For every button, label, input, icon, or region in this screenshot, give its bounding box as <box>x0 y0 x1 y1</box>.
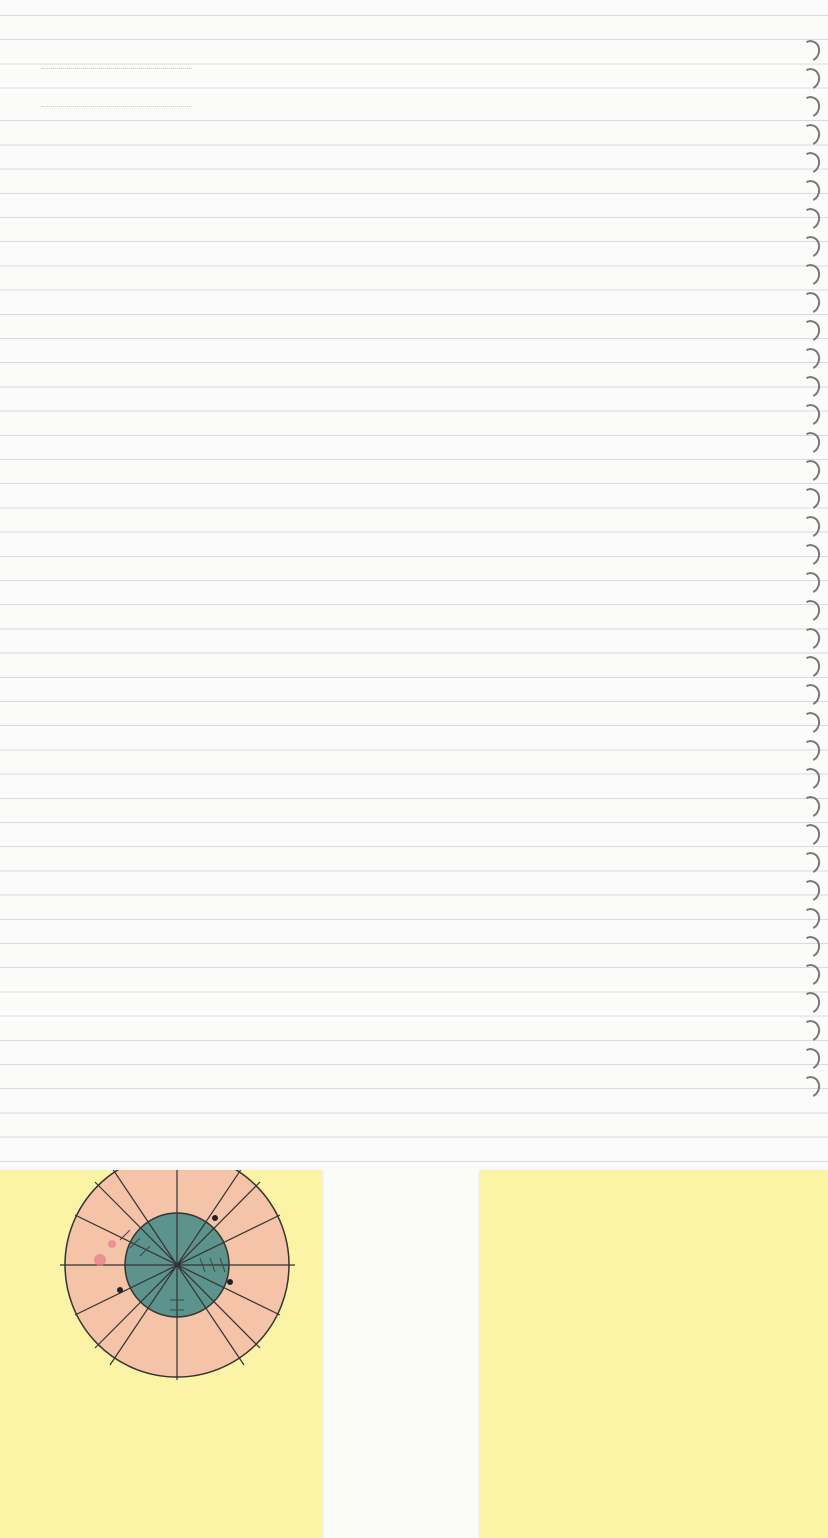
ring-icon <box>797 1045 823 1073</box>
ring-icon <box>797 261 823 289</box>
ring-icon <box>797 177 823 205</box>
ring-icon <box>797 1017 823 1045</box>
metropole-diagram <box>0 1170 322 1538</box>
ring-icon <box>797 457 823 485</box>
ring-icon <box>797 961 823 989</box>
ring-icon <box>797 93 823 121</box>
definitions-sticky-note <box>480 1170 828 1538</box>
ring-icon <box>797 933 823 961</box>
ring-icon <box>797 289 823 317</box>
ring-icon <box>797 821 823 849</box>
ring-icon <box>797 149 823 177</box>
ring-icon <box>797 625 823 653</box>
ring-icon <box>797 37 823 65</box>
ring-icon <box>797 401 823 429</box>
ring-icon <box>797 653 823 681</box>
ring-icon <box>797 1073 823 1101</box>
ring-icon <box>797 233 823 261</box>
ring-icon <box>797 793 823 821</box>
ring-icon <box>797 597 823 625</box>
ring-icon <box>797 513 823 541</box>
ring-icon <box>797 709 823 737</box>
ring-icon <box>797 681 823 709</box>
ring-icon <box>797 429 823 457</box>
ring-icon <box>797 541 823 569</box>
ring-icon <box>797 205 823 233</box>
ring-icon <box>797 485 823 513</box>
ring-icon <box>797 345 823 373</box>
binder-rings <box>800 40 822 1104</box>
ring-icon <box>797 905 823 933</box>
ring-icon <box>797 849 823 877</box>
ring-icon <box>797 569 823 597</box>
ring-icon <box>797 373 823 401</box>
ring-icon <box>797 65 823 93</box>
sketch-sticky-note <box>0 1170 322 1538</box>
ring-icon <box>797 989 823 1017</box>
ring-icon <box>797 121 823 149</box>
ring-icon <box>797 877 823 905</box>
ring-icon <box>797 737 823 765</box>
ring-icon <box>797 317 823 345</box>
no-field <box>36 58 192 69</box>
ring-icon <box>797 765 823 793</box>
date-field <box>36 96 192 107</box>
